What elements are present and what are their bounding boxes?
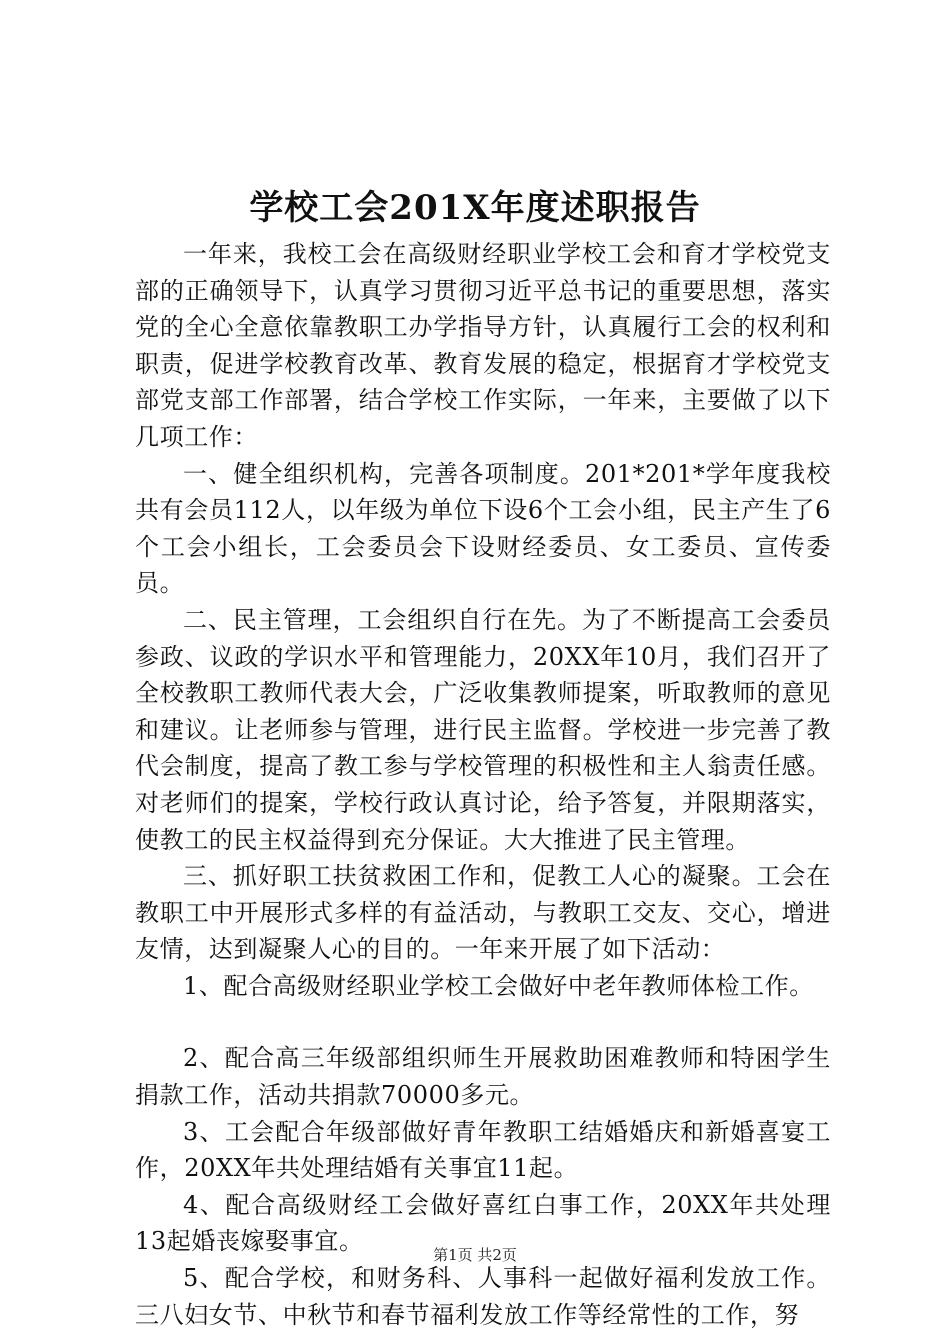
document-body — [135, 236, 831, 1333]
document-title: 学校工会201X年度述职报告 — [249, 188, 701, 228]
paragraph-section-1: 一、健全组织机构，完善各项制度。201*201*学年度我校共有会员112人，以年级为单位下设6个工会小组，民主产生了6个工会小组长，工会委员会下设财经委员、女工委员、宣传委员。 — [135, 459, 831, 598]
list-item-1: 1、配合高级财经职业学校工会做好中老年教师体检工作。 — [183, 971, 814, 1000]
page-number-footer: 第1页 共2页 — [433, 1246, 517, 1264]
paragraph-intro: 一年来，我校工会在高级财经职业学校工会和育才学校党支部的正确领导下，认真学习贯彻习近平总书记的重要思想，落实党的全心全意依靠教职工办学指导方针，认真履行工会的权利和职责，促进学校教育改革、教育发展的稳定，根据育才学校党支部党支部工作部署，结合学校工作实际，一年来，主要做了以下几项工作： — [135, 240, 831, 451]
paragraph-section-3: 三、抓好职工扶贫救困工作和，促教工人心的凝聚。工会在教职工中开展形式多样的有益活动，与教职工交友、交心，增进友情，达到凝聚人心的目的。一年来开展了如下活动： — [135, 862, 831, 964]
list-item-4: 4、配合高级财经工会做好喜红白事工作，20XX年共处理13起婚丧嫁娶事宜。 — [135, 1190, 831, 1256]
list-item-3: 3、工会配合年级部做好青年教职工结婚婚庆和新婚喜宴工作，20XX年共处理结婚有关事宜11起。 — [135, 1117, 831, 1183]
list-item-2: 2、配合高三年级部组织师生开展救助困难教师和特困学生捐款工作，活动共捐款70000多元。 — [135, 1044, 831, 1110]
list-item-5: 5、配合学校，和财务科、人事科一起做好福利发放工作。三八妇女节、中秋节和春节福利发放工作等经常性的工作，努 — [135, 1264, 831, 1329]
paragraph-section-2: 二、民主管理，工会组织自行在先。为了不断提高工会委员参政、议政的学识水平和管理能力，20XX年10月，我们召开了全校教职工教师代表大会，广泛收集教师提案，听取教师的意见和建议。让老师参与管理，进行民主监督。学校进一步完善了教代会制度，提高了教工参与学校管理的积极性和主人翁责任感。对老师们的提案，学校行政认真讨论，给予答复，并限期落实，使教工的民主权益得到充分保证。大大推进了民主管理。 — [135, 605, 831, 854]
